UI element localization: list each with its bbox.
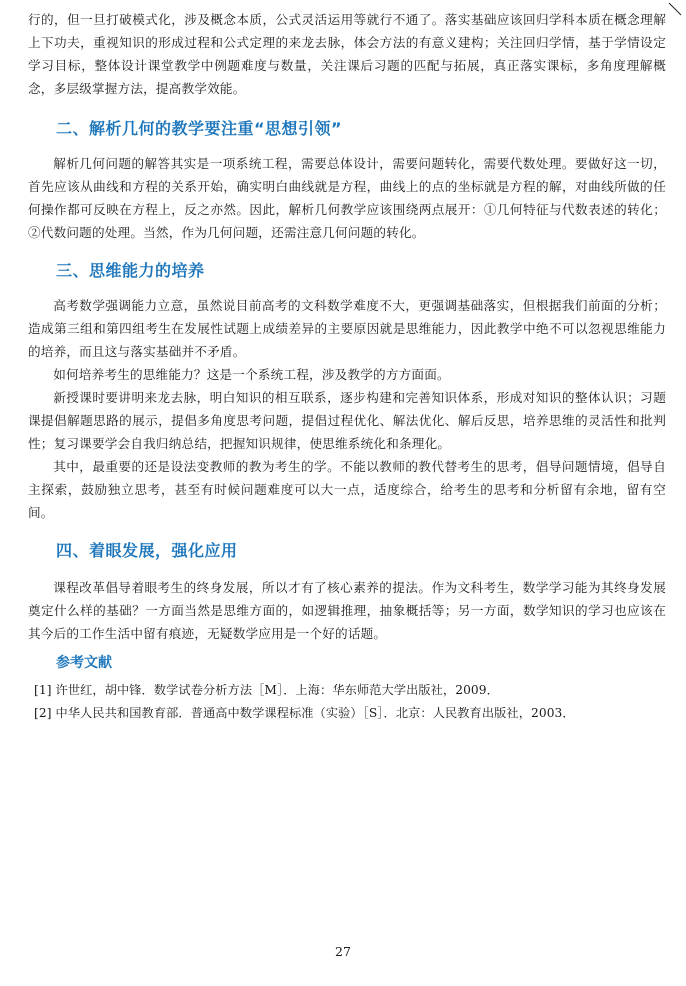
section-3-paragraph-1: 高考数学强调能力立意，虽然说目前高考的文科数学难度不大，更强调基础落实，但根据我们前面的分析；造成第三组和第四组考生在发展性试题上成绩差异的主要原因就是思维能力，因此教学中绝不可以忽视思维能力的培养，而且这与落实基础并不矛盾。 bbox=[28, 298, 666, 359]
section-title-2: 二、解析几何的教学要注重“思想引领” bbox=[56, 119, 343, 138]
document-body bbox=[28, 8, 666, 725]
section-3-paragraph-3: 新授课时要讲明来龙去脉，明白知识的相互联系，逐步构建和完善知识体系，形成对知识的整体认识；习题课提倡解题思路的展示，提倡多角度思考问题，提倡过程优化、解法优化、解后反思，培养思维的灵活性和批判性；复习课要学会自我归纳总结，把握知识规律，使思维系统化和条理化。 bbox=[28, 390, 666, 451]
section-3-paragraph-4: 其中，最重要的还是设法变教师的教为考生的学。不能以教师的教代替考生的思考，倡导问题情境，倡导自主探索，鼓励独立思考，甚至有时候问题难度可以大一点，适度综合，给考生的思考和分析留有余地，留有空间。 bbox=[28, 459, 666, 520]
reference-item-1: [1] 许世红，胡中锋．数学试卷分析方法［M］．上海：华东师范大学出版社，2009． bbox=[34, 683, 499, 697]
intro-paragraph: 行的，但一旦打破模式化，涉及概念本质，公式灵活运用等就行不通了。落实基础应该回归学科本质在概念理解上下功夫，重视知识的形成过程和公式定理的来龙去脉，体会方法的有意义建构；关注回归学情，基于学情设定学习目标，整体设计课堂教学中例题难度与数量，关注课后习题的匹配与拓展，真正落实课标，多角度理解概念，多层级掌握方法，提高教学效能。 bbox=[28, 12, 666, 96]
references-title: 参考文献 bbox=[56, 655, 112, 671]
section-title-3: 三、思维能力的培养 bbox=[56, 261, 205, 280]
page-number: 27 bbox=[335, 944, 351, 959]
section-4-paragraph-1: 课程改革倡导着眼考生的终身发展，所以才有了核心素养的提法。作为文科考生，数学学习能为其终身发展奠定什么样的基础？一方面当然是思维方面的，如逻辑推理，抽象概括等；另一方面，数学知识的学习也应该在其今后的工作生活中留有痕迹，无疑数学应用是一个好的话题。 bbox=[28, 580, 666, 641]
section-2-paragraph-1: 解析几何问题的解答其实是一项系统工程，需要总体设计，需要问题转化，需要代数处理。要做好这一切，首先应该从曲线和方程的关系开始，确实明白曲线就是方程，曲线上的点的坐标就是方程的解，对曲线所做的任何操作都可反映在方程上，反之亦然。因此，解析几何教学应该围绕两点展开：①几何特征与代数表述的转化；②代数问题的处理。当然，作为几何问题，还需注意几何问题的转化。 bbox=[28, 156, 666, 240]
section-title-4: 四、着眼发展，强化应用 bbox=[56, 541, 238, 560]
section-3-paragraph-2: 如何培养考生的思维能力？这是一个系统工程，涉及教学的方方面面。 bbox=[53, 367, 450, 382]
page-corner-mark bbox=[668, 2, 682, 16]
reference-item-2: [2] 中华人民共和国教育部．普通高中数学课程标准（实验）［S］．北京：人民教育出版社，2003． bbox=[34, 706, 575, 720]
